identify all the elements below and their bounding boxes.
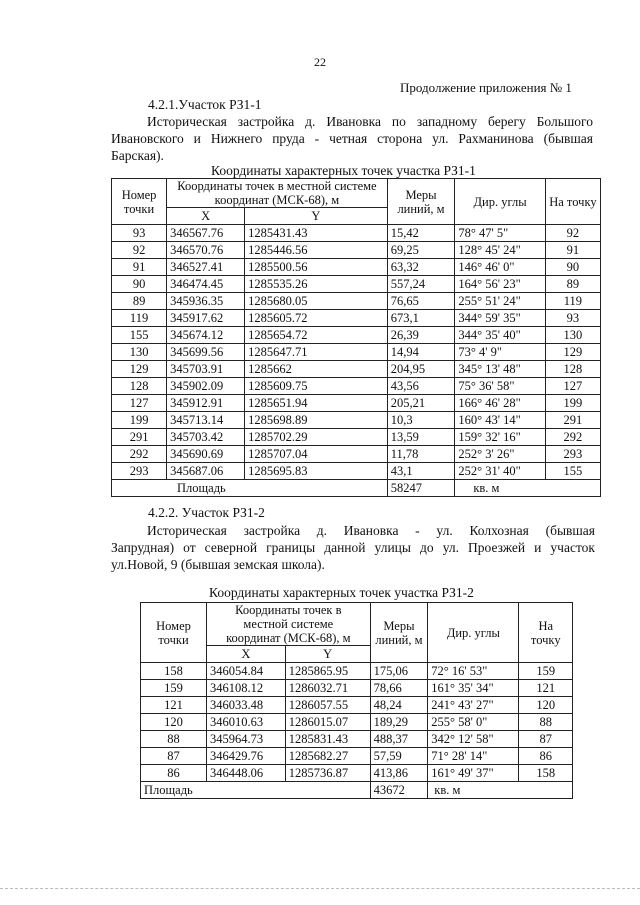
direction-angle: 73° 4' 9" (455, 344, 546, 361)
line-length: 43,56 (387, 378, 455, 395)
section2-heading: 4.2.2. Участок РЗ1-2 (148, 505, 265, 520)
header-len: Меры линий, м (370, 603, 428, 663)
table-row (112, 429, 601, 446)
coord-x: 345936.35 (167, 293, 245, 310)
next-point: 91 (545, 242, 600, 259)
table-row (112, 446, 601, 463)
coord-y: 1285682.27 (285, 748, 370, 765)
point-number: 291 (112, 429, 167, 446)
direction-angle: 252° 3' 26" (455, 446, 546, 463)
direction-angle: 75° 36' 58" (455, 378, 546, 395)
direction-angle: 78° 47' 5" (455, 225, 546, 242)
direction-angle: 345° 13' 48" (455, 361, 546, 378)
section1-table-caption: Координаты характерных точек участка РЗ1-1 (211, 163, 476, 178)
coord-x: 346054.84 (207, 663, 286, 680)
next-point: 121 (519, 680, 573, 697)
coord-x: 345917.62 (167, 310, 245, 327)
point-number: 86 (141, 765, 207, 782)
direction-angle: 161° 35' 34" (428, 680, 519, 697)
table-row (112, 259, 601, 276)
table-row (112, 378, 601, 395)
section2-line3: ул.Новой, 9 (бывшая земская школа). (111, 557, 325, 572)
next-point: 128 (545, 361, 600, 378)
coord-y: 1285605.72 (245, 310, 388, 327)
coord-x: 346108.12 (207, 680, 286, 697)
point-number: 199 (112, 412, 167, 429)
point-number: 127 (112, 395, 167, 412)
coord-x: 346010.63 (207, 714, 286, 731)
coord-y: 1285651.94 (245, 395, 388, 412)
area-unit: кв. м (455, 480, 601, 497)
point-number: 91 (112, 259, 167, 276)
coord-y: 1286015.07 (285, 714, 370, 731)
table-row (141, 697, 573, 714)
table-row (141, 731, 573, 748)
direction-angle: 241° 43' 27" (428, 697, 519, 714)
next-point: 93 (545, 310, 600, 327)
line-length: 204,95 (387, 361, 455, 378)
point-number: 293 (112, 463, 167, 480)
header-to: На точку (545, 179, 600, 225)
point-number: 159 (141, 680, 207, 697)
header-len: Меры линий, м (387, 179, 455, 225)
area-label: Площадь (141, 782, 371, 799)
section1-line1: Историческая застройка д. Ивановка по западному берегу Большого (147, 114, 593, 129)
coord-y: 1285431.43 (245, 225, 388, 242)
section1-line2: Ивановского и Нижнего пруда - четная сторона ул. Рахманинова (бывшая (111, 131, 593, 146)
coord-x: 345713.14 (167, 412, 245, 429)
header-angle: Дир. углы (455, 179, 546, 225)
table-row (141, 680, 573, 697)
area-value: 58247 (387, 480, 455, 497)
line-length: 673,1 (387, 310, 455, 327)
header-y: Y (285, 646, 370, 663)
direction-angle: 161° 49' 37" (428, 765, 519, 782)
next-point: 92 (545, 225, 600, 242)
direction-angle: 159° 32' 16" (455, 429, 546, 446)
coord-y: 1285609.75 (245, 378, 388, 395)
coord-y: 1285680.05 (245, 293, 388, 310)
header-x: X (207, 646, 286, 663)
coord-y: 1285500.56 (245, 259, 388, 276)
next-point: 292 (545, 429, 600, 446)
direction-angle: 344° 59' 35" (455, 310, 546, 327)
table-row (112, 412, 601, 429)
line-length: 175,06 (370, 663, 428, 680)
coord-x: 345699.56 (167, 344, 245, 361)
next-point: 119 (545, 293, 600, 310)
table-row (141, 714, 573, 731)
table-row (112, 344, 601, 361)
direction-angle: 344° 35' 40" (455, 327, 546, 344)
line-length: 205,21 (387, 395, 455, 412)
coord-y: 1285698.89 (245, 412, 388, 429)
point-number: 120 (141, 714, 207, 731)
table-row (141, 663, 573, 680)
line-length: 413,86 (370, 765, 428, 782)
line-length: 488,37 (370, 731, 428, 748)
coord-y: 1285535.26 (245, 276, 388, 293)
coord-x: 346448.06 (207, 765, 286, 782)
header-coords: Координаты точек в местной системе координат (МСК-68), м (167, 179, 388, 208)
next-point: 130 (545, 327, 600, 344)
direction-angle: 146° 46' 0" (455, 259, 546, 276)
page-number: 22 (314, 55, 326, 69)
coord-x: 346567.76 (167, 225, 245, 242)
coord-x: 345674.12 (167, 327, 245, 344)
section1-heading: 4.2.1.Участок РЗ1-1 (148, 97, 262, 112)
point-number: 119 (112, 310, 167, 327)
coord-y: 1286057.55 (285, 697, 370, 714)
direction-angle: 255° 51' 24" (455, 293, 546, 310)
line-length: 48,24 (370, 697, 428, 714)
section1-description (111, 113, 593, 164)
section2-description (111, 522, 595, 573)
coord-x: 345703.91 (167, 361, 245, 378)
point-number: 92 (112, 242, 167, 259)
point-number: 128 (112, 378, 167, 395)
direction-angle: 255° 58' 0" (428, 714, 519, 731)
table-row (112, 327, 601, 344)
section1-coords-table (111, 178, 601, 497)
area-label: Площадь (112, 480, 388, 497)
coord-y: 1285736.87 (285, 765, 370, 782)
coord-y: 1285654.72 (245, 327, 388, 344)
coord-y: 1285446.56 (245, 242, 388, 259)
line-length: 189,29 (370, 714, 428, 731)
line-length: 15,42 (387, 225, 455, 242)
section2-line1: Историческая застройка д. Ивановка - ул. Колхозная (бывшая (147, 523, 595, 538)
point-number: 155 (112, 327, 167, 344)
point-number: 121 (141, 697, 207, 714)
area-unit: кв. м (428, 782, 573, 799)
coord-x: 345687.06 (167, 463, 245, 480)
table-row (141, 765, 573, 782)
line-length: 13,59 (387, 429, 455, 446)
header-y: Y (245, 208, 388, 225)
next-point: 159 (519, 663, 573, 680)
point-number: 158 (141, 663, 207, 680)
next-point: 199 (545, 395, 600, 412)
table-row (112, 395, 601, 412)
coord-y: 1285831.43 (285, 731, 370, 748)
coord-y: 1285865.95 (285, 663, 370, 680)
header-num: Номер точки (112, 179, 167, 225)
coord-y: 1286032.71 (285, 680, 370, 697)
appendix-note: Продолжение приложения № 1 (400, 80, 572, 95)
line-length: 57,59 (370, 748, 428, 765)
header-num: Номер точки (141, 603, 207, 663)
header-to: На точку (519, 603, 573, 663)
area-value: 43672 (370, 782, 428, 799)
direction-angle: 72° 16' 53" (428, 663, 519, 680)
coord-x: 345912.91 (167, 395, 245, 412)
next-point: 293 (545, 446, 600, 463)
direction-angle: 342° 12' 58" (428, 731, 519, 748)
next-point: 89 (545, 276, 600, 293)
point-number: 130 (112, 344, 167, 361)
direction-angle: 160° 43' 14" (455, 412, 546, 429)
coord-x: 346570.76 (167, 242, 245, 259)
point-number: 129 (112, 361, 167, 378)
table-row (112, 310, 601, 327)
coord-x: 345964.73 (207, 731, 286, 748)
header-x: X (167, 208, 245, 225)
coord-x: 346527.41 (167, 259, 245, 276)
next-point: 158 (519, 765, 573, 782)
table-row (141, 748, 573, 765)
coord-y: 1285647.71 (245, 344, 388, 361)
coord-y: 1285702.29 (245, 429, 388, 446)
table-row (112, 463, 601, 480)
coord-x: 346033.48 (207, 697, 286, 714)
point-number: 89 (112, 293, 167, 310)
section2-coords-table (140, 602, 573, 799)
coord-y: 1285707.04 (245, 446, 388, 463)
table-row (112, 293, 601, 310)
line-length: 557,24 (387, 276, 455, 293)
section1-line3: Барская). (111, 148, 164, 163)
section2-line2: Запрудная) от северной границы данной улицы до ул. Проезжей и участок (111, 540, 595, 555)
next-point: 88 (519, 714, 573, 731)
coord-y: 1285695.83 (245, 463, 388, 480)
coord-x: 345902.09 (167, 378, 245, 395)
direction-angle: 252° 31' 40" (455, 463, 546, 480)
table-row (112, 276, 601, 293)
direction-angle: 164° 56' 23" (455, 276, 546, 293)
table-row (112, 225, 601, 242)
coord-x: 346429.76 (207, 748, 286, 765)
point-number: 90 (112, 276, 167, 293)
point-number: 93 (112, 225, 167, 242)
point-number: 88 (141, 731, 207, 748)
point-number: 87 (141, 748, 207, 765)
header-coords: Координаты точек в местной системе координат (МСК-68), м (207, 603, 371, 646)
coord-x: 345690.69 (167, 446, 245, 463)
line-length: 63,32 (387, 259, 455, 276)
coord-x: 346474.45 (167, 276, 245, 293)
coord-y: 1285662 (245, 361, 388, 378)
next-point: 127 (545, 378, 600, 395)
coord-x: 345703.42 (167, 429, 245, 446)
line-length: 43,1 (387, 463, 455, 480)
page-bottom-edge (0, 888, 640, 889)
line-length: 69,25 (387, 242, 455, 259)
header-angle: Дир. углы (428, 603, 519, 663)
line-length: 76,65 (387, 293, 455, 310)
point-number: 292 (112, 446, 167, 463)
next-point: 155 (545, 463, 600, 480)
next-point: 129 (545, 344, 600, 361)
line-length: 26,39 (387, 327, 455, 344)
table-row (112, 361, 601, 378)
next-point: 90 (545, 259, 600, 276)
table-row (112, 242, 601, 259)
next-point: 120 (519, 697, 573, 714)
next-point: 291 (545, 412, 600, 429)
section2-table-caption: Координаты характерных точек участка РЗ1-2 (209, 585, 474, 600)
next-point: 87 (519, 731, 573, 748)
next-point: 86 (519, 748, 573, 765)
line-length: 78,66 (370, 680, 428, 697)
line-length: 10,3 (387, 412, 455, 429)
direction-angle: 128° 45' 24" (455, 242, 546, 259)
direction-angle: 166° 46' 28" (455, 395, 546, 412)
line-length: 14,94 (387, 344, 455, 361)
line-length: 11,78 (387, 446, 455, 463)
direction-angle: 71° 28' 14" (428, 748, 519, 765)
